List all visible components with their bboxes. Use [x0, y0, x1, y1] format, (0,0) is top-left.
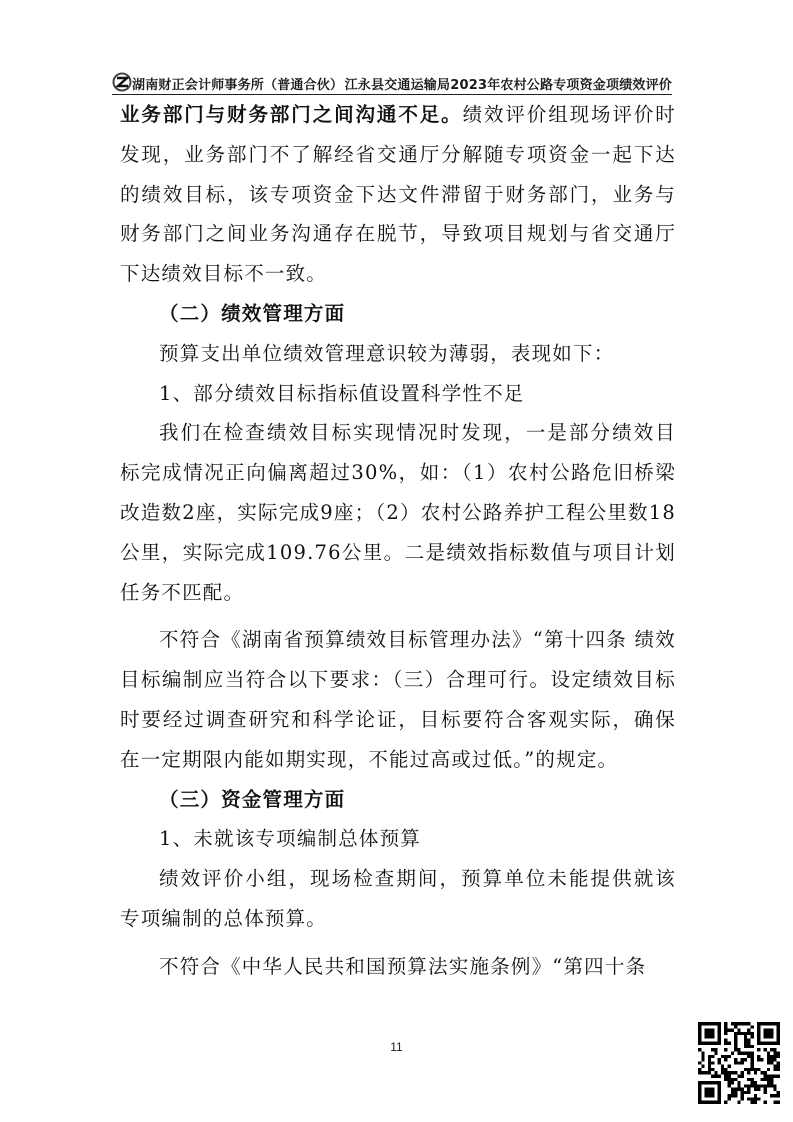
- paragraph-budget-regulation: 不符合《中华人民共和国预算法实施条例》“第四十条: [159, 954, 647, 978]
- section-heading-funds: （三）资金管理方面: [159, 787, 346, 811]
- paragraph-performance-intro: 预算支出单位绩效管理意识较为薄弱，表现如下：: [159, 341, 615, 365]
- paragraph-lead: 业务部门与财务部门之间沟通不足。: [120, 103, 463, 126]
- document-body: [120, 95, 676, 987]
- firm-name: 湖南财正会计师事务所（普通合伙）: [132, 78, 344, 93]
- page-number: 11: [390, 1040, 403, 1054]
- running-header: [112, 72, 672, 95]
- subheading-overall-budget: 1、未就该专项编制总体预算: [159, 827, 422, 851]
- subheading-target-setting: 1、部分绩效目标指标值设置科学性不足: [159, 381, 525, 405]
- paragraph-target-regulation: 不符合《湖南省预算绩效目标管理办法》“第十四条 绩效目标编制应当符合以下要求：（三）合理可行。设定绩效目标时要经过调查研究和科学论证，目标要符合客观实际，确保在一定期限内能如期实现，不能过高或过低。”的规定。: [120, 628, 676, 771]
- section-heading-performance: （二）绩效管理方面: [159, 301, 346, 325]
- paragraph-communication: [120, 95, 676, 294]
- paragraph-budget-findings: 绩效评价小组，现场检查期间，预算单位未能提供就该专项编制的总体预算。: [120, 867, 676, 930]
- report-title: 江永县交通运输局2023年农村公路专项资金项绩效评价: [344, 78, 672, 93]
- firm-logo-icon: [112, 72, 134, 92]
- paragraph-target-findings: 我们在检查绩效目标实现情况时发现，一是部分绩效目标完成情况正向偏离超过30%，如：（1）农村公路危旧桥梁改造数2座，实际完成9座；（2）农村公路养护工程公里数18公里，实际完成109.76公里。二是绩效指标数值与项目计划任务不匹配。: [120, 421, 676, 604]
- qr-code-icon: [698, 1022, 780, 1104]
- paragraph-text: 绩效评价组现场评价时发现，业务部门不了解经省交通厅分解随专项资金一起下达的绩效目标，该专项资金下达文件滞留于财务部门，业务与财务部门之间业务沟通存在脱节，导致项目规划与省交通厅下达绩效目标不一致。: [120, 103, 676, 286]
